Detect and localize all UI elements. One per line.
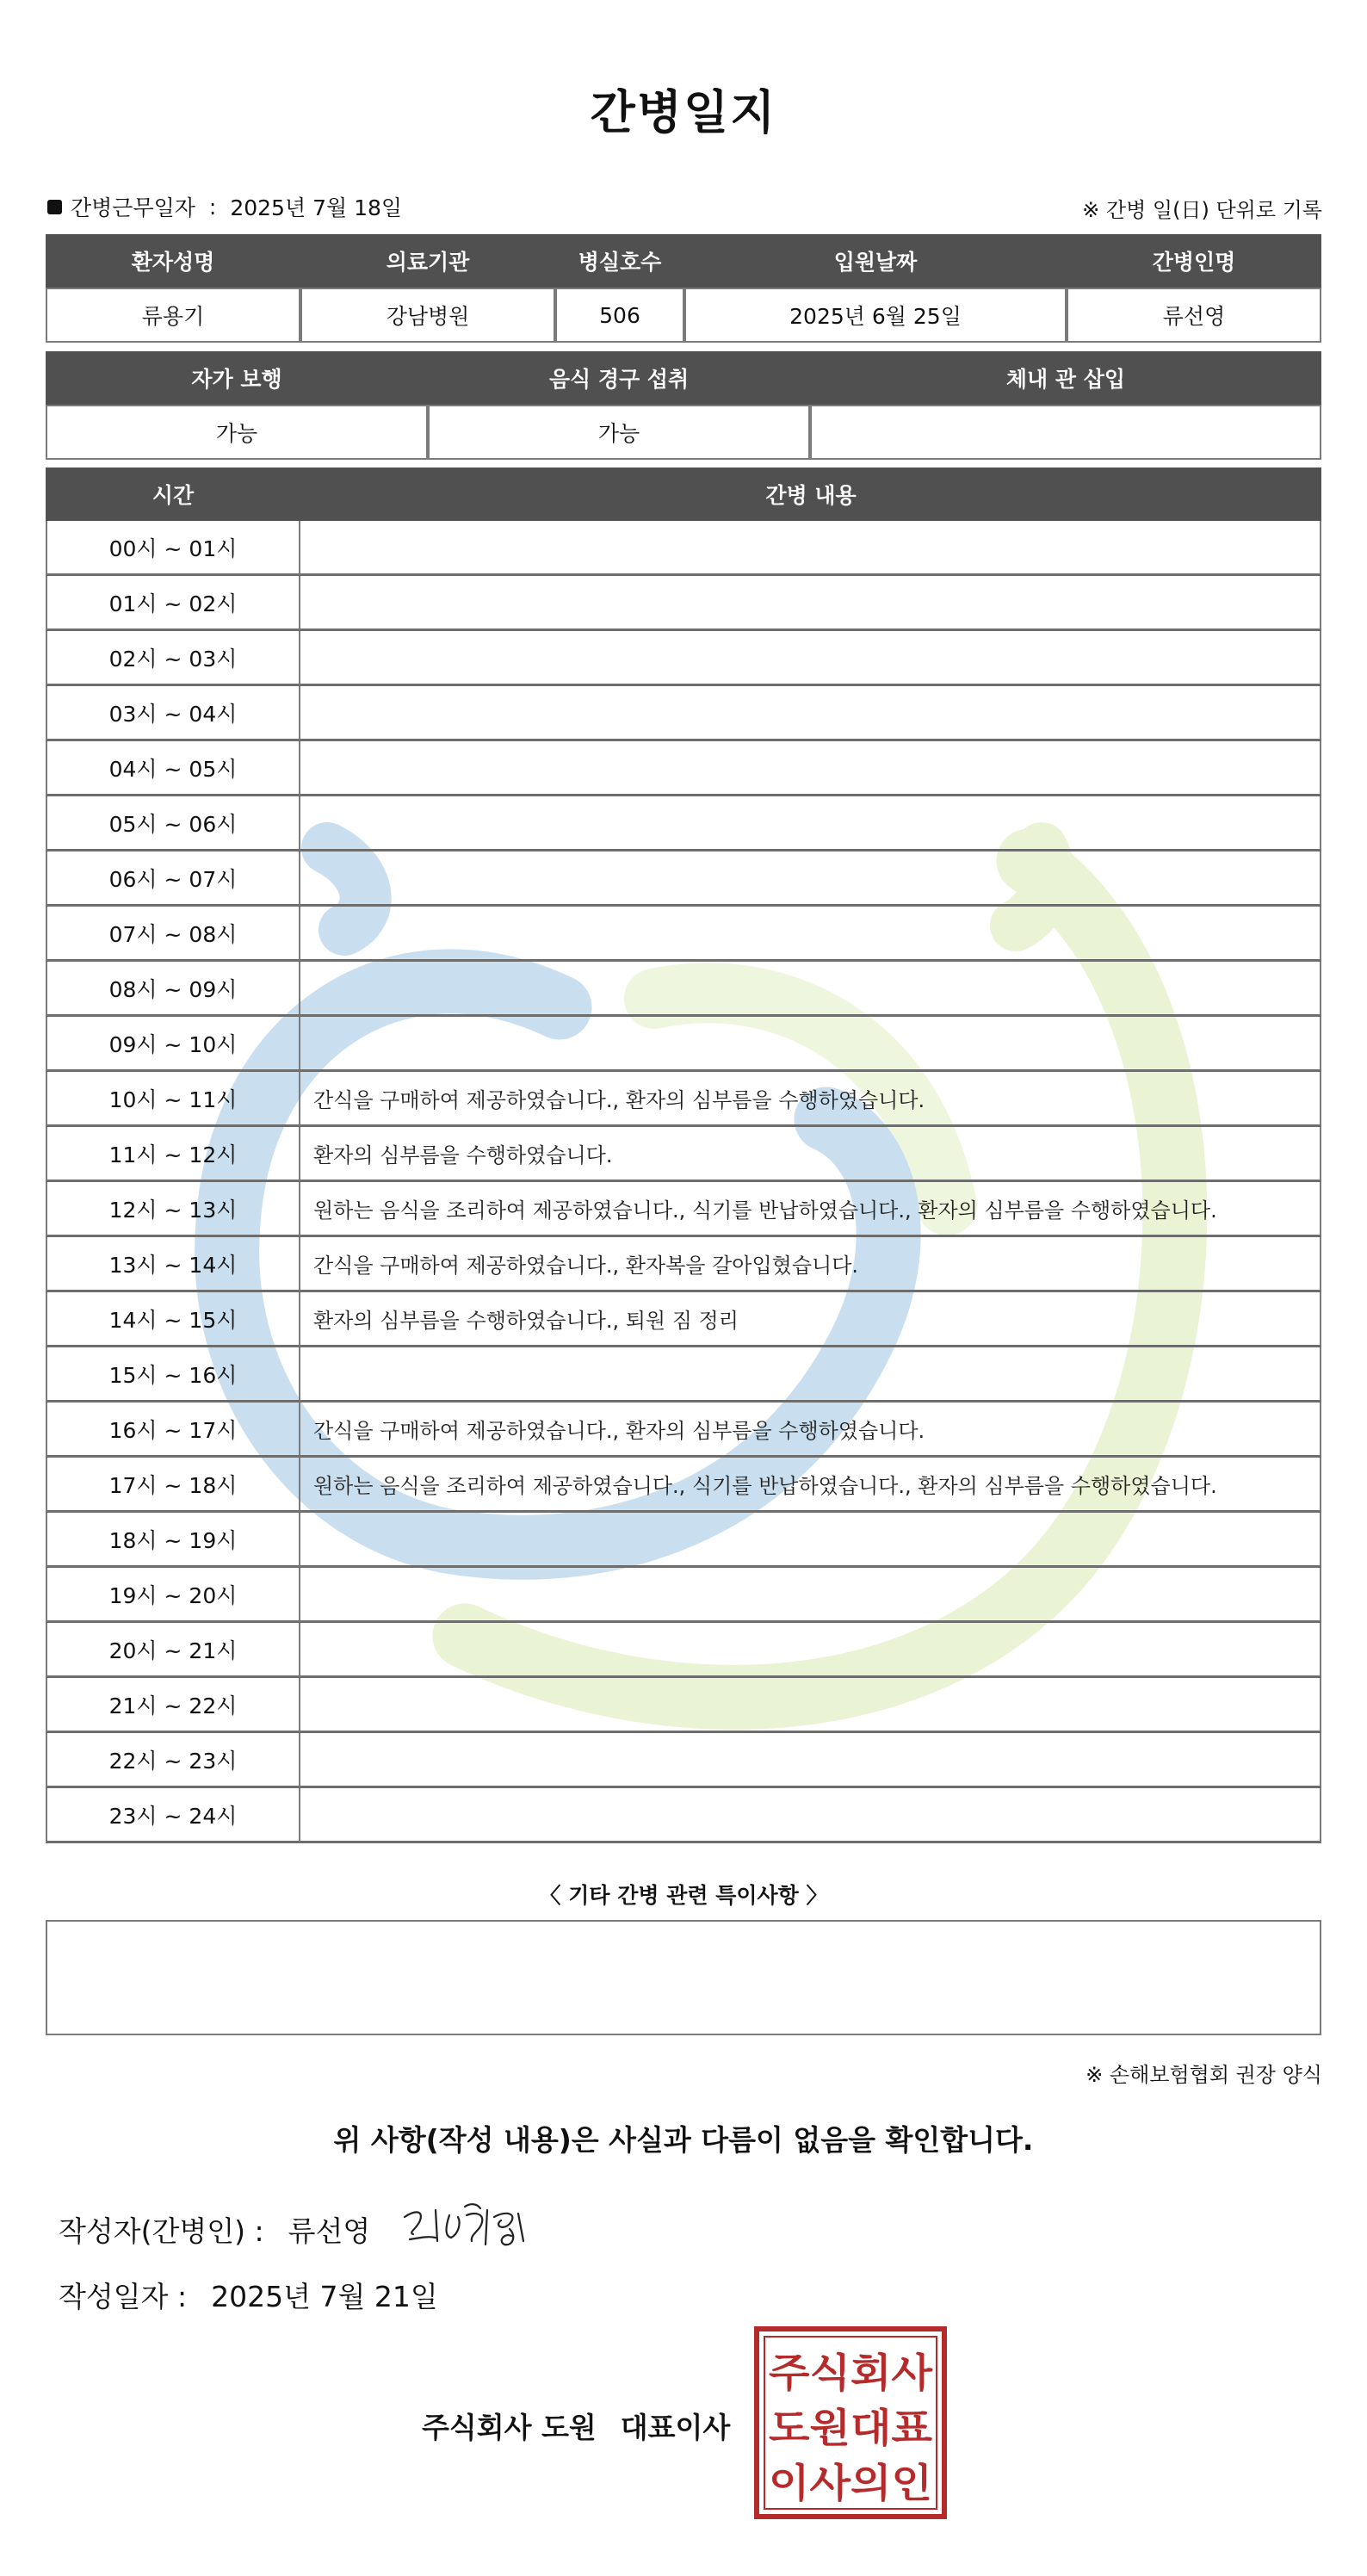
company-line bbox=[422, 2406, 730, 2446]
time-cell: 18시 ~ 19시 bbox=[46, 1513, 300, 1568]
care-content-cell bbox=[300, 962, 1321, 1017]
care-content-cell bbox=[300, 1568, 1321, 1623]
time-cell: 01시 ~ 02시 bbox=[46, 576, 300, 631]
time-cell: 19시 ~ 20시 bbox=[46, 1568, 300, 1623]
table-row bbox=[46, 1733, 1321, 1788]
care-content-cell: 간식을 구매하여 제공하였습니다., 환자의 심부름을 수행하였습니다. bbox=[300, 1072, 1321, 1127]
care-content-cell bbox=[300, 907, 1321, 962]
seal-line-3: 이사의인 bbox=[769, 2460, 932, 2506]
time-cell: 21시 ~ 22시 bbox=[46, 1678, 300, 1733]
table-row bbox=[46, 1072, 1321, 1127]
table-row bbox=[46, 1182, 1321, 1237]
confirmation-statement: 위 사항(작성 내용)은 사실과 다름이 없음을 확인합니다. bbox=[333, 2123, 1034, 2157]
company-name: 주식회사 도원 bbox=[422, 2411, 597, 2444]
table-row bbox=[46, 1513, 1321, 1568]
header-room: 병실호수 bbox=[555, 234, 684, 288]
self-walking-value: 가능 bbox=[46, 405, 428, 460]
time-cell: 20시 ~ 21시 bbox=[46, 1623, 300, 1678]
time-cell: 13시 ~ 14시 bbox=[46, 1237, 300, 1292]
header-oral-intake: 음식 경구 섭취 bbox=[428, 351, 810, 405]
time-cell: 16시 ~ 17시 bbox=[46, 1403, 300, 1458]
care-content-cell bbox=[300, 521, 1321, 576]
time-cell: 00시 ~ 01시 bbox=[46, 521, 300, 576]
time-cell: 05시 ~ 06시 bbox=[46, 796, 300, 851]
header-tube-insertion: 체내 관 삽입 bbox=[810, 351, 1321, 405]
table-row bbox=[46, 1678, 1321, 1733]
handwritten-signature bbox=[398, 2191, 544, 2260]
time-cell: 07시 ~ 08시 bbox=[46, 907, 300, 962]
writer-name: 류선영 bbox=[288, 2214, 371, 2248]
table-row bbox=[46, 1292, 1321, 1347]
admission-date: 2025년 6월 25일 bbox=[684, 288, 1067, 343]
caregiver-name: 류선영 bbox=[1067, 288, 1321, 343]
tube-insertion-value bbox=[810, 405, 1321, 460]
insurance-note: ※ 손해보험협회 권장 양식 bbox=[1086, 2063, 1322, 2087]
page-title: 간병일지 bbox=[590, 85, 777, 139]
time-cell: 02시 ~ 03시 bbox=[46, 631, 300, 686]
header-admission-date: 입원날짜 bbox=[684, 234, 1067, 288]
time-cell: 22시 ~ 23시 bbox=[46, 1733, 300, 1788]
care-content-cell bbox=[300, 741, 1321, 796]
seal-line-2: 도원대표 bbox=[769, 2405, 933, 2451]
header-patient-name: 환자성명 bbox=[46, 234, 300, 288]
care-log-table bbox=[46, 468, 1321, 1843]
table-row bbox=[46, 1568, 1321, 1623]
hospital-name: 강남병원 bbox=[300, 288, 555, 343]
company-title: 대표이사 bbox=[620, 2411, 731, 2444]
care-content-cell: 환자의 심부름을 수행하였습니다., 퇴원 짐 정리 bbox=[300, 1292, 1321, 1347]
care-content-cell bbox=[300, 686, 1321, 741]
table-row bbox=[46, 1458, 1321, 1513]
table-row bbox=[46, 962, 1321, 1017]
table-row bbox=[46, 907, 1321, 962]
duty-date-sep: : bbox=[208, 194, 217, 220]
time-cell: 15시 ~ 16시 bbox=[46, 1347, 300, 1403]
table-row bbox=[46, 851, 1321, 907]
oral-intake-value: 가능 bbox=[428, 405, 810, 460]
status-table bbox=[46, 351, 1321, 460]
special-notes-box bbox=[46, 1920, 1321, 2035]
special-notes-title: 〈 기타 간병 관련 특이사항 〉 bbox=[539, 1883, 828, 1908]
patient-info-values bbox=[46, 288, 1321, 343]
time-cell: 04시 ~ 05시 bbox=[46, 741, 300, 796]
time-cell: 08시 ~ 09시 bbox=[46, 962, 300, 1017]
table-row bbox=[46, 1403, 1321, 1458]
status-header bbox=[46, 351, 1321, 405]
care-content-cell bbox=[300, 796, 1321, 851]
care-log-body bbox=[46, 521, 1321, 1843]
written-date-line bbox=[59, 2275, 438, 2315]
care-content-cell bbox=[300, 631, 1321, 686]
care-content-cell: 간식을 구매하여 제공하였습니다., 환자의 심부름을 수행하였습니다. bbox=[300, 1403, 1321, 1458]
patient-info-table bbox=[46, 234, 1321, 343]
table-row bbox=[46, 686, 1321, 741]
care-content-cell bbox=[300, 1017, 1321, 1072]
care-content-cell: 원하는 음식을 조리하여 제공하였습니다., 식기를 반납하였습니다., 환자의 심부름을 수행하였습니다. bbox=[300, 1182, 1321, 1237]
care-content-cell bbox=[300, 1623, 1321, 1678]
care-log-header bbox=[46, 468, 1321, 521]
seal-line-1: 주식회사 bbox=[769, 2350, 933, 2396]
patient-info-header bbox=[46, 234, 1321, 288]
unit-note: ※ 간병 일(日) 단위로 기록 bbox=[1082, 198, 1322, 222]
square-bullet-icon bbox=[47, 200, 62, 214]
company-seal bbox=[754, 2326, 947, 2519]
room-number: 506 bbox=[555, 288, 684, 343]
table-row bbox=[46, 576, 1321, 631]
header-hospital: 의료기관 bbox=[300, 234, 555, 288]
care-content-cell bbox=[300, 576, 1321, 631]
written-date-value: 2025년 7월 21일 bbox=[211, 2280, 438, 2313]
header-caregiver: 간병인명 bbox=[1067, 234, 1321, 288]
time-cell: 12시 ~ 13시 bbox=[46, 1182, 300, 1237]
header-time: 시간 bbox=[46, 468, 300, 521]
table-row bbox=[46, 741, 1321, 796]
table-row bbox=[46, 1127, 1321, 1182]
writer-label: 작성자(간병인) : bbox=[59, 2214, 264, 2248]
care-content-cell: 환자의 심부름을 수행하였습니다. bbox=[300, 1127, 1321, 1182]
table-row bbox=[46, 796, 1321, 851]
table-row bbox=[46, 1788, 1321, 1843]
duty-date-value: 2025년 7월 18일 bbox=[230, 195, 403, 220]
time-cell: 06시 ~ 07시 bbox=[46, 851, 300, 907]
care-content-cell bbox=[300, 1788, 1321, 1843]
care-content-cell: 간식을 구매하여 제공하였습니다., 환자복을 갈아입혔습니다. bbox=[300, 1237, 1321, 1292]
time-cell: 09시 ~ 10시 bbox=[46, 1017, 300, 1072]
time-cell: 10시 ~ 11시 bbox=[46, 1072, 300, 1127]
duty-date-label: 간병근무일자 bbox=[71, 195, 195, 220]
written-date-label: 작성일자 : bbox=[59, 2280, 188, 2313]
duty-date bbox=[47, 191, 402, 222]
table-row bbox=[46, 631, 1321, 686]
table-row bbox=[46, 1017, 1321, 1072]
table-row bbox=[46, 521, 1321, 576]
status-values bbox=[46, 405, 1321, 460]
care-content-cell: 원하는 음식을 조리하여 제공하였습니다., 식기를 반납하였습니다., 환자의 심부름을 수행하였습니다. bbox=[300, 1458, 1321, 1513]
table-row bbox=[46, 1623, 1321, 1678]
care-content-cell bbox=[300, 1347, 1321, 1403]
patient-name: 류용기 bbox=[46, 288, 300, 343]
care-content-cell bbox=[300, 1513, 1321, 1568]
table-row bbox=[46, 1237, 1321, 1292]
time-cell: 14시 ~ 15시 bbox=[46, 1292, 300, 1347]
writer-line bbox=[59, 2209, 370, 2250]
care-content-cell bbox=[300, 1678, 1321, 1733]
table-row bbox=[46, 1347, 1321, 1403]
header-self-walking: 자가 보행 bbox=[46, 351, 428, 405]
time-cell: 11시 ~ 12시 bbox=[46, 1127, 300, 1182]
care-content-cell bbox=[300, 851, 1321, 907]
care-content-cell bbox=[300, 1733, 1321, 1788]
time-cell: 23시 ~ 24시 bbox=[46, 1788, 300, 1843]
header-care-content: 간병 내용 bbox=[300, 468, 1321, 521]
time-cell: 03시 ~ 04시 bbox=[46, 686, 300, 741]
time-cell: 17시 ~ 18시 bbox=[46, 1458, 300, 1513]
